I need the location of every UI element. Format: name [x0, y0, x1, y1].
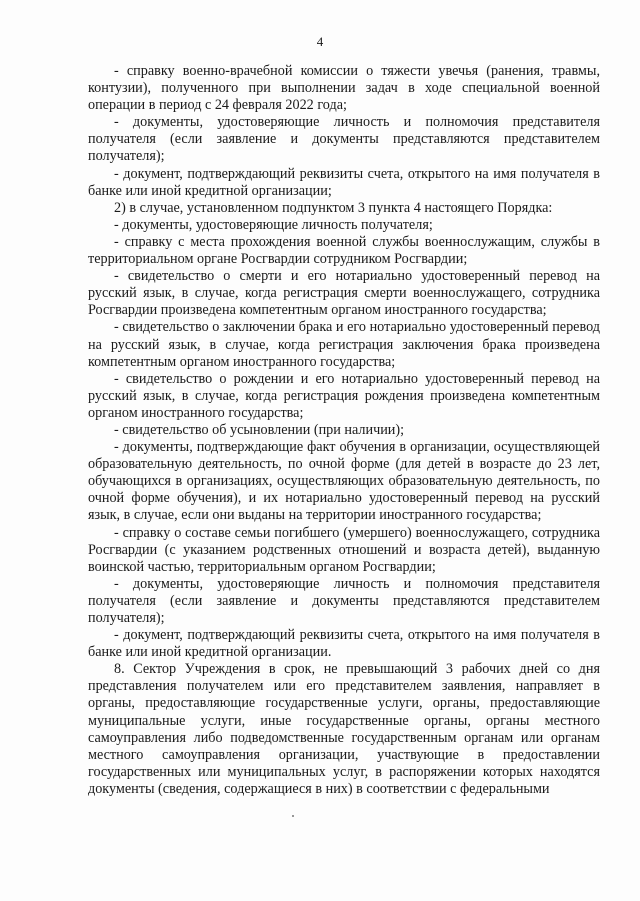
paragraph: - свидетельство о заключении брака и его нотариально удостоверенный перевод на русский язык, в случае, когда регистрация заключения брака произведена компетентным органом иностранного государства;: [88, 319, 600, 370]
paragraph: - свидетельство об усыновлении (при наличии);: [114, 421, 405, 438]
paragraph: - свидетельство о смерти и его нотариально удостоверенный перевод на русский язык, в случае, когда регистрация смерти военнослужащего, сотрудника Росгвардии произведена компетентным органом иностранного государства;: [88, 268, 600, 319]
scan-dot: [292, 815, 294, 817]
paragraph: - документы, подтверждающие факт обучения в организации, осуществляющей образовательную деятельность, по очной форме (для детей в возрасте до 23 лет, обучающихся в организациях, осуществляющих образовательную деятельность, по очной форме обучения), и их нотариально удостоверенный перевод на русский язык, в случае, если они выданы на территории иностранного государства;: [88, 439, 600, 524]
paragraph: 8. Сектор Учреждения в срок, не превышающий 3 рабочих дней со дня представления получателем или его представителем заявления, направляет в органы, предоставляющие государственные услуги, органы, предоставляющие муниципальные услуги, иные государственные органы, органы местного самоуправления либо подведомственные государственным органам или органам местного самоуправления организации, участвующие в предоставлении государственных или муниципальных услуг, в распоряжении которых находятся документы (сведения, содержащиеся в них) в соответствии с федеральными: [88, 661, 600, 797]
paragraph: - документ, подтверждающий реквизиты счета, открытого на имя получателя в банке или иной кредитной организации;: [88, 165, 600, 199]
document-body: [88, 63, 600, 798]
page-number: 4: [316, 34, 324, 49]
paragraph: - справку с места прохождения военной службы военнослужащим, службы в территориальном органе Росгвардии сотрудником Росгвардии;: [88, 233, 600, 268]
paragraph: 2) в случае, установленном подпунктом 3 пункта 4 настоящего Порядка:: [114, 199, 553, 216]
paragraph: - документ, подтверждающий реквизиты счета, открытого на имя получателя в банке или иной кредитной организации.: [88, 627, 600, 661]
paragraph: - свидетельство о рождении и его нотариально удостоверенный перевод на русский язык, в случае, когда регистрация рождения произведена компетентным органом иностранного государства;: [88, 370, 600, 421]
paragraph: - документы, удостоверяющие личность и полномочия представителя получателя (если заявление и документы представляются представителем получателя);: [88, 575, 600, 626]
paragraph: - документы, удостоверяющие личность получателя;: [114, 216, 433, 233]
paragraph: - документы, удостоверяющие личность и полномочия представителя получателя (если заявление и документы представляются представителем получателя);: [88, 114, 600, 165]
paragraph: - справку военно-врачебной комиссии о тяжести увечья (ранения, травмы, контузии), полученного при выполнении задач в ходе специальной военной операции в период с 24 февраля 2022 года;: [88, 63, 600, 114]
paragraph: - справку о составе семьи погибшего (умершего) военнослужащего, сотрудника Росгвардии (с указанием родственных отношений и возраста детей), выданную воинской частью, территориальным органом Росгвардии;: [88, 524, 600, 575]
